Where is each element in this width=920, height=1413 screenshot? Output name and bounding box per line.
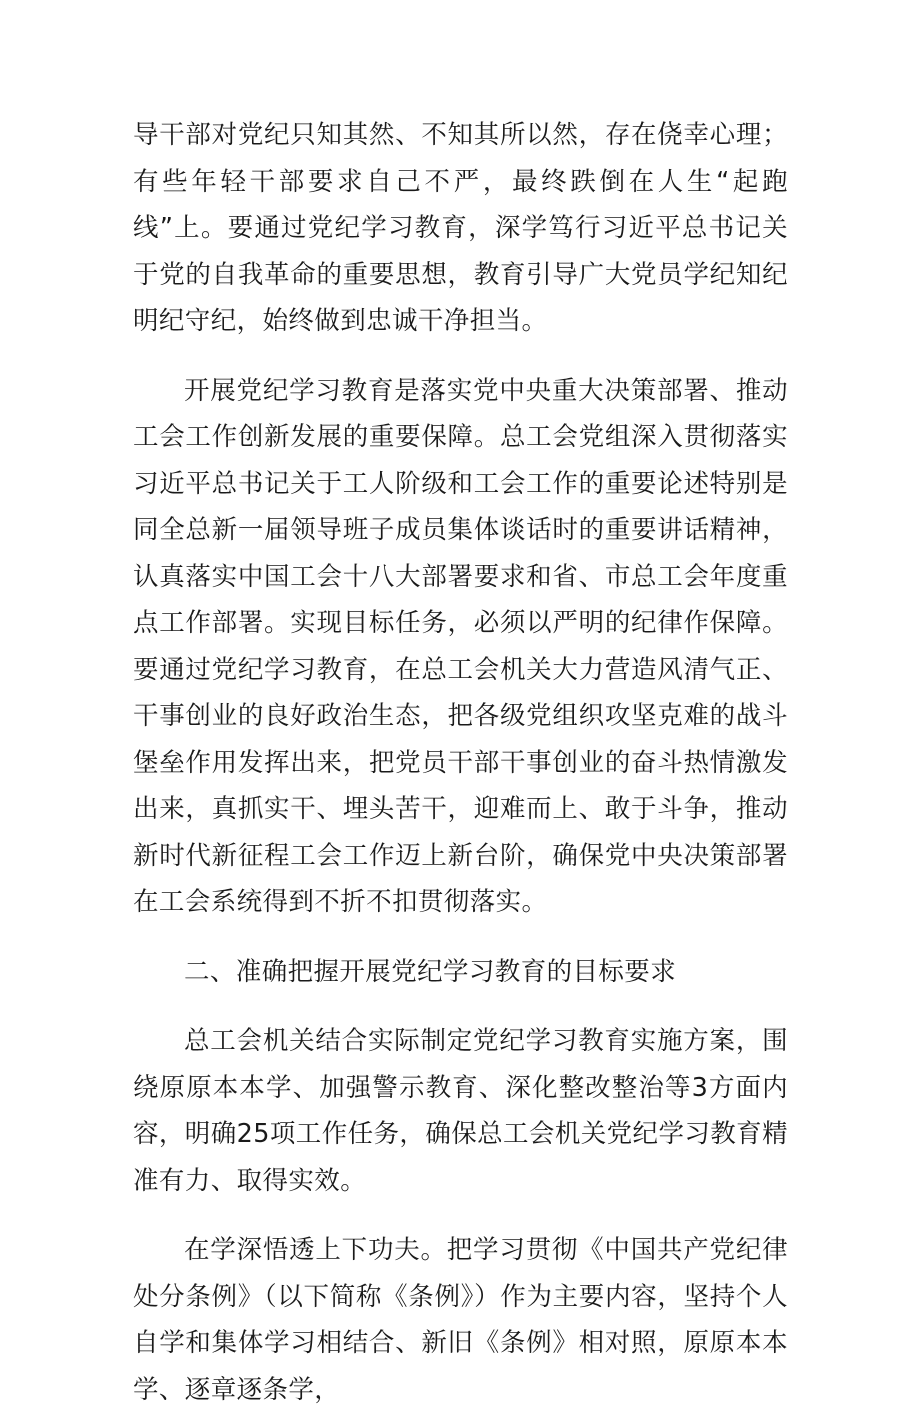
- document-page: [133, 112, 788, 1413]
- paragraph-study-deeply: 在学深悟透上下功夫。把学习贯彻《中国共产党纪律处分条例》（以下简称《条例》）作为主要内容，坚持个人自学和集体学习相结合、新旧《条例》相对照，原原本本学、逐章逐条学，: [133, 1235, 788, 1405]
- section-heading: 二、准确把握开展党纪学习教育的目标要求: [184, 956, 677, 987]
- paragraph-implementation-plan: 总工会机关结合实际制定党纪学习教育实施方案，围绕原原本本学、加强警示教育、深化整改整治等3方面内容，明确25项工作任务，确保总工会机关党纪学习教育精准有力、取得实效。: [133, 1026, 788, 1196]
- paragraph-continued: 导干部对党纪只知其然、不知其所以然，存在侥幸心理；有些年轻干部要求自己不严，最终跌倒在人生“起跑线”上。要通过党纪学习教育，深学笃行习近平总书记关于党的自我革命的重要思想，教育引导广大党员学纪知纪明纪守纪，始终做到忠诚干净担当。: [133, 120, 788, 336]
- paragraph-party-discipline-guarantee: 开展党纪学习教育是落实党中央重大决策部署、推动工会工作创新发展的重要保障。总工会党组深入贯彻落实习近平总书记关于工人阶级和工会工作的重要论述特别是同全总新一届领导班子成员集体谈话时的重要讲话精神，认真落实中国工会十八大部署要求和省、市总工会年度重点工作部署。实现目标任务，必须以严明的纪律作保障。要通过党纪学习教育，在总工会机关大力营造风清气正、干事创业的良好政治生态，把各级党组织攻坚克难的战斗堡垒作用发挥出来，把党员干部干事创业的奋斗热情激发出来，真抓实干、埋头苦干，迎难而上、敢于斗争，推动新时代新征程工会工作迈上新台阶，确保党中央决策部署在工会系统得到不折不扣贯彻落实。: [133, 375, 788, 917]
